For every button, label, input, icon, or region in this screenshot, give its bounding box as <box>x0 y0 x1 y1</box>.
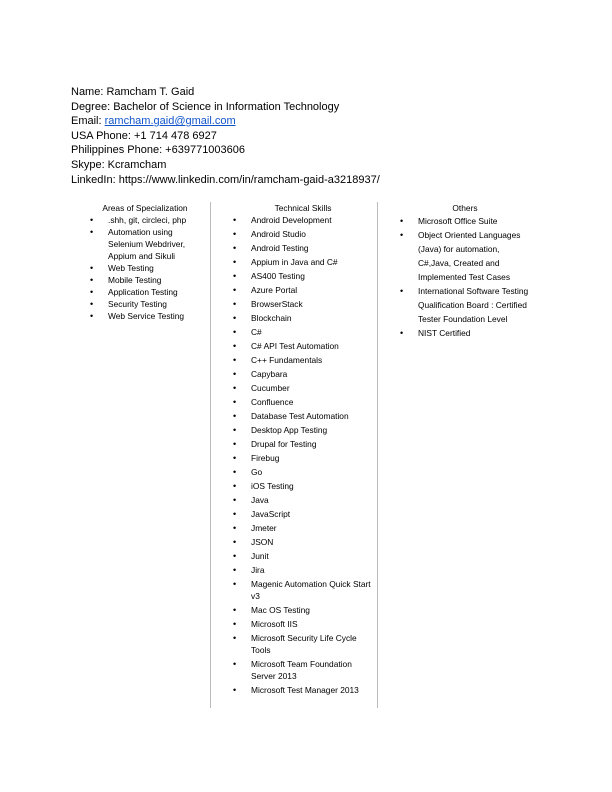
email-line <box>71 114 380 129</box>
list-item: • Cucumber <box>233 382 373 394</box>
list-item: • Go <box>233 466 373 478</box>
list-item: • Java <box>233 494 373 506</box>
list-item: • Microsoft Team Foundation Server 2013 <box>233 658 373 682</box>
list-item: • Web Testing <box>90 262 200 274</box>
list-item: • Jmeter <box>233 522 373 534</box>
others-heading: Others <box>452 203 478 213</box>
list-item: • JSON <box>233 536 373 548</box>
list-item: • Microsoft Test Manager 2013 <box>233 684 373 696</box>
list-item: • Junit <box>233 550 373 562</box>
list-item: • Object Oriented Languages (Java) for automation, C#,Java, Created and Implemented Test Cases <box>400 228 530 284</box>
areas-list <box>90 214 200 322</box>
list-item: • Magenic Automation Quick Start v3 <box>233 578 373 602</box>
list-item: • NIST Certified <box>400 326 530 340</box>
list-item: • Security Testing <box>90 298 200 310</box>
skype-line: Skype: Kcramcham <box>71 158 167 171</box>
ph-phone-line: Philippines Phone: +639771003606 <box>71 144 246 157</box>
list-item: • AS400 Testing <box>233 270 373 282</box>
tech-heading: Technical Skills <box>274 203 332 213</box>
list-item: • Web Service Testing <box>90 310 200 322</box>
list-item: • C# API Test Automation <box>233 340 373 352</box>
others-column <box>400 202 530 340</box>
usa-phone-line: USA Phone: +1 714 478 6927 <box>71 129 217 142</box>
list-item: • .shh, git, circleci, php <box>90 214 200 226</box>
degree-line: Degree: Bachelor of Science in Information Technology <box>71 100 340 113</box>
list-item: • Android Studio <box>233 228 373 240</box>
list-item: • Mobile Testing <box>90 274 200 286</box>
linkedin-line: LinkedIn: https://www.linkedin.com/in/ramcham-gaid-a3218937/ <box>71 173 380 186</box>
email-label: Email: <box>71 115 105 128</box>
list-item: • Mac OS Testing <box>233 604 373 616</box>
list-item: • Android Testing <box>233 242 373 254</box>
list-item: • iOS Testing <box>233 480 373 492</box>
list-item: • Confluence <box>233 396 373 408</box>
list-item: • Application Testing <box>90 286 200 298</box>
list-item: • Appium in Java and C# <box>233 256 373 268</box>
tech-column <box>233 202 373 698</box>
areas-heading: Areas of Specialization <box>102 203 188 213</box>
list-item: • C++ Fundamentals <box>233 354 373 366</box>
list-item: • Android Development <box>233 214 373 226</box>
tech-list <box>233 214 373 696</box>
list-item: • BrowserStack <box>233 298 373 310</box>
email-link[interactable]: ramcham.gaid@gmail.com <box>104 115 236 128</box>
list-item: • C# <box>233 326 373 338</box>
list-item: • Drupal for Testing <box>233 438 373 450</box>
list-item: • Microsoft Security Life Cycle Tools <box>233 632 373 656</box>
list-item: • Automation using Selenium Webdriver, Appium and Sikuli <box>90 226 200 262</box>
list-item: • JavaScript <box>233 508 373 520</box>
name-line: Name: Ramcham T. Gaid <box>71 86 195 98</box>
areas-column <box>90 202 200 322</box>
skills-section <box>0 202 612 712</box>
contact-block <box>71 85 380 187</box>
list-item: • International Software Testing Qualification Board : Certified Tester Foundation Level <box>400 284 530 326</box>
list-item: • Microsoft IIS <box>233 618 373 630</box>
list-item: • Azure Portal <box>233 284 373 296</box>
list-item: • Database Test Automation <box>233 410 373 422</box>
others-list <box>400 214 530 340</box>
list-item: • Capybara <box>233 368 373 380</box>
list-item: • Blockchain <box>233 312 373 324</box>
list-item: • Microsoft Office Suite <box>400 214 530 228</box>
list-item: • Jira <box>233 564 373 576</box>
list-item: • Firebug <box>233 452 373 464</box>
list-item: • Desktop App Testing <box>233 424 373 436</box>
